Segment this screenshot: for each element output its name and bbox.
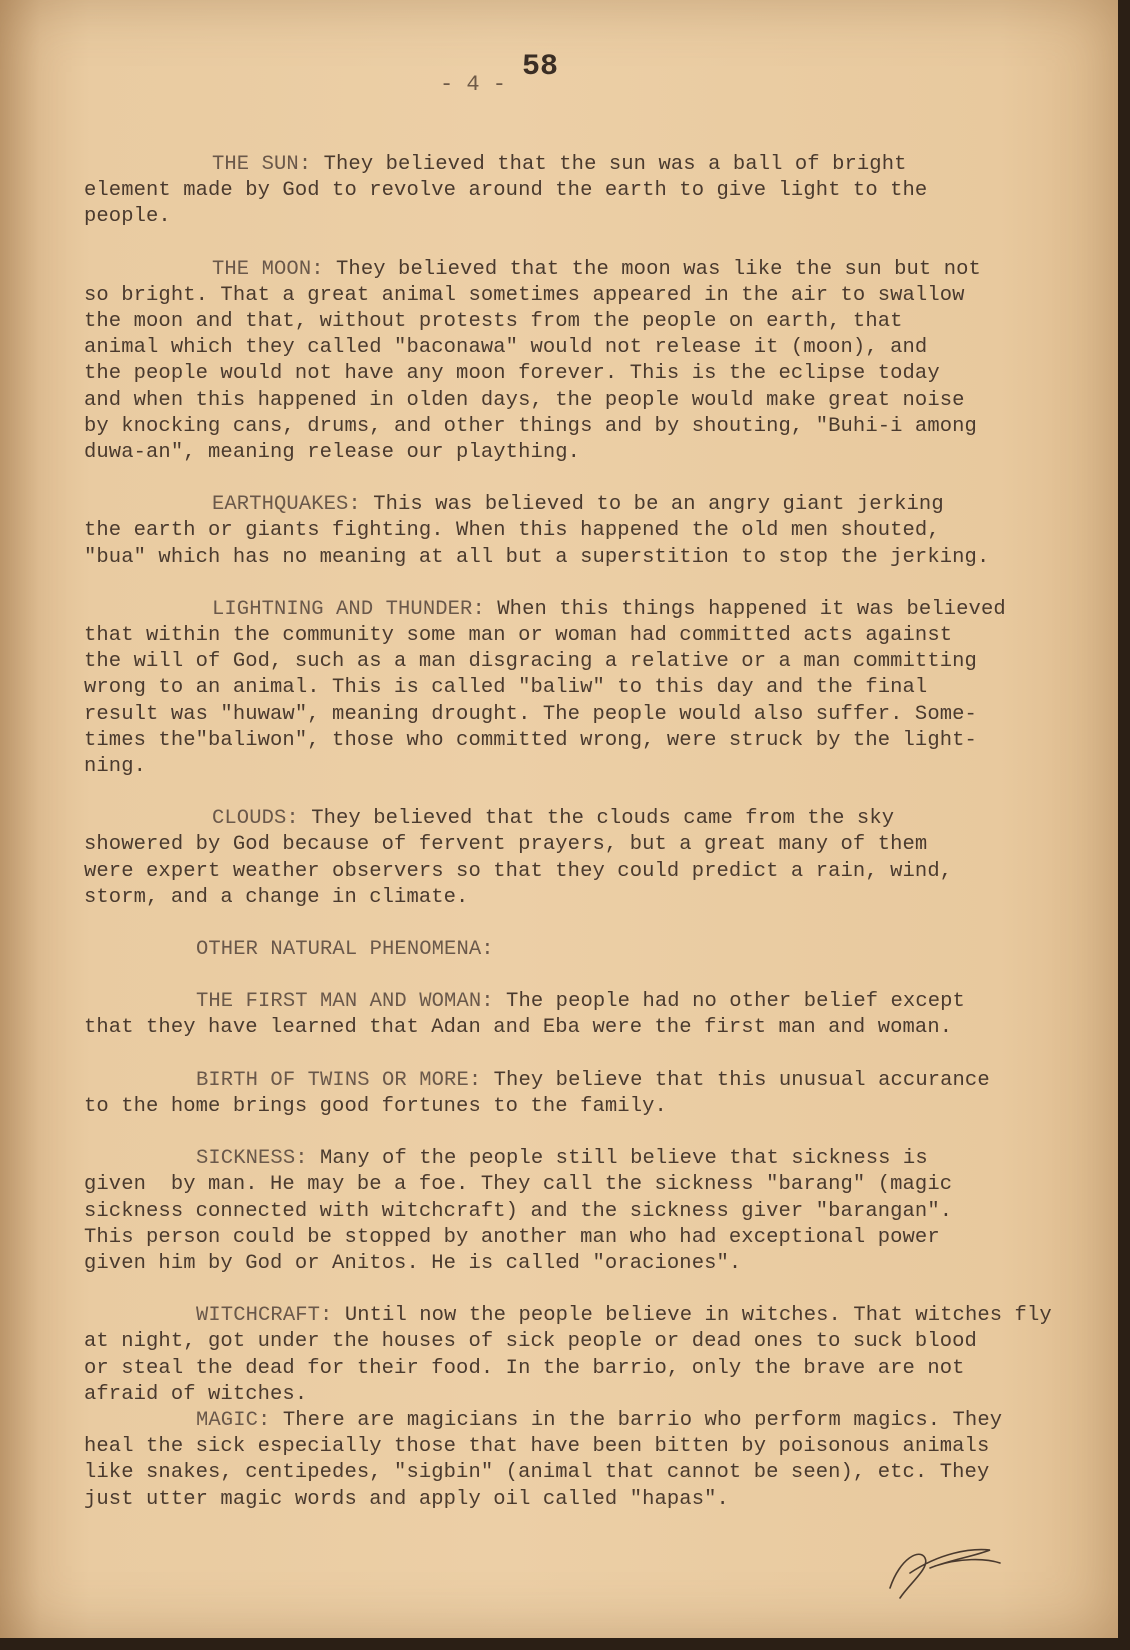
paragraph-other-phenomena	[84, 937, 1044, 963]
text-line: by knocking cans, drums, and other things and by shouting, "Buhi-i among	[84, 414, 977, 438]
heading-birth-of-twins: BIRTH OF TWINS OR MORE:	[196, 1068, 482, 1092]
text-line: the earth or giants fighting. When this happened the old men shouted,	[84, 519, 940, 543]
text-line: ning.	[84, 755, 147, 779]
text-line: to the home brings good fortunes to the family.	[84, 1094, 667, 1118]
heading-first-man-woman: THE FIRST MAN AND WOMAN:	[196, 990, 494, 1014]
text-line: the will of God, such as a man disgracing a relative or a man committing	[84, 650, 977, 674]
paragraph-lightning	[84, 597, 1044, 780]
text-line: There are magicians in the barrio who perform magics. They	[270, 1408, 1003, 1432]
text-line: at night, got under the houses of sick people or dead ones to suck blood	[84, 1330, 977, 1354]
text-line: They believed that the clouds came from the sky	[298, 807, 895, 831]
text-line: wrong to an animal. This is called "baliw" to this day and the final	[84, 676, 928, 700]
text-line: duwa-an", meaning release our plaything.	[84, 441, 581, 465]
heading-lightning-thunder: LIGHTNING AND THUNDER:	[212, 597, 485, 621]
text-line: just utter magic words and apply oil called "hapas".	[84, 1487, 729, 1511]
text-line: sickness connected with witchcraft) and the sickness giver "barangan".	[84, 1199, 953, 1223]
text-line: like snakes, centipedes, "sigbin" (animal that cannot be seen), etc. They	[84, 1461, 990, 1485]
text-line: When this things happened it was believed	[484, 597, 1006, 621]
scan-edge-bottom	[0, 1638, 1130, 1650]
paragraph-sun	[84, 152, 1044, 231]
paragraph-first-man-woman	[84, 989, 1044, 1041]
text-line: that within the community some man or woman had committed acts against	[84, 624, 953, 648]
text-line: animal which they called "baconawa" would not release it (moon), and	[84, 336, 928, 360]
text-line: heal the sick especially those that have been bitten by poisonous animals	[84, 1435, 990, 1459]
text-line: showered by God because of fervent prayers, but a great many of them	[84, 833, 928, 857]
page-label: - 4 -	[440, 72, 507, 97]
text-line: given him by God or Anitos. He is called "oraciones".	[84, 1251, 742, 1275]
text-line: The people had no other belief except	[493, 990, 965, 1014]
page-number: 58	[522, 50, 559, 84]
paragraph-sickness	[84, 1146, 1044, 1277]
text-line: storm, and a change in climate.	[84, 885, 469, 909]
paragraph-moon	[84, 257, 1044, 467]
heading-earthquakes: EARTHQUAKES:	[212, 493, 361, 517]
heading-moon: THE MOON:	[212, 257, 324, 281]
paragraph-witchcraft	[84, 1303, 1052, 1408]
text-line: result was "huwaw", meaning drought. The people would also suffer. Some-	[84, 702, 977, 726]
heading-sickness: SICKNESS:	[196, 1147, 308, 1171]
text-line: the people would not have any moon forever. This is the eclipse today	[84, 362, 940, 386]
text-line: given by man. He may be a foe. They call the sickness "barang" (magic	[84, 1173, 953, 1197]
text-line: so bright. That a great animal sometimes appeared in the air to swallow	[84, 283, 965, 307]
heading-witchcraft: WITCHCRAFT:	[196, 1304, 333, 1328]
text-line: They believe that this unusual accurance	[481, 1068, 990, 1092]
heading-sun: THE SUN:	[212, 153, 312, 176]
text-line: They believed that the moon was like the sun but not	[323, 257, 981, 281]
text-line: or steal the dead for their food. In the barrio, only the brave are not	[84, 1356, 965, 1380]
text-line: people.	[84, 205, 171, 229]
text-line: element made by God to revolve around the earth to give light to the	[84, 179, 928, 203]
text-line: times the"baliwon", those who committed wrong, were struck by the light-	[84, 728, 977, 752]
text-line: afraid of witches.	[84, 1382, 308, 1406]
text-line: and when this happened in olden days, the people would make great noise	[84, 388, 965, 412]
paragraph-earthquakes	[84, 492, 1044, 571]
text-line: were expert weather observers so that they could predict a rain, wind,	[84, 859, 953, 883]
text-line: the moon and that, without protests from the people on earth, that	[84, 310, 903, 334]
paragraph-magic	[84, 1408, 1044, 1513]
heading-magic: MAGIC:	[196, 1408, 271, 1432]
paragraph-twins	[84, 1068, 1044, 1120]
heading-other-natural-phenomena: OTHER NATURAL PHENOMENA:	[196, 938, 494, 962]
text-line: that they have learned that Adan and Eba were the first man and woman.	[84, 1016, 953, 1040]
text-line: They believed that the sun was a ball of bright	[311, 153, 907, 176]
handwritten-signature	[880, 1528, 1030, 1608]
text-line: "bua" which has no meaning at all but a superstition to stop the jerking.	[84, 545, 990, 569]
heading-clouds: CLOUDS:	[212, 807, 299, 831]
text-line: This was believed to be an angry giant jerking	[360, 493, 944, 517]
scan-edge-right	[1118, 0, 1130, 1650]
document-body	[84, 152, 1052, 1513]
text-line: This person could be stopped by another man who had exceptional power	[84, 1225, 940, 1249]
paragraph-clouds	[84, 806, 1044, 911]
text-line: Until now the people believe in witches. That witches fly	[332, 1304, 1052, 1328]
text-line: Many of the people still believe that sickness is	[307, 1147, 928, 1171]
